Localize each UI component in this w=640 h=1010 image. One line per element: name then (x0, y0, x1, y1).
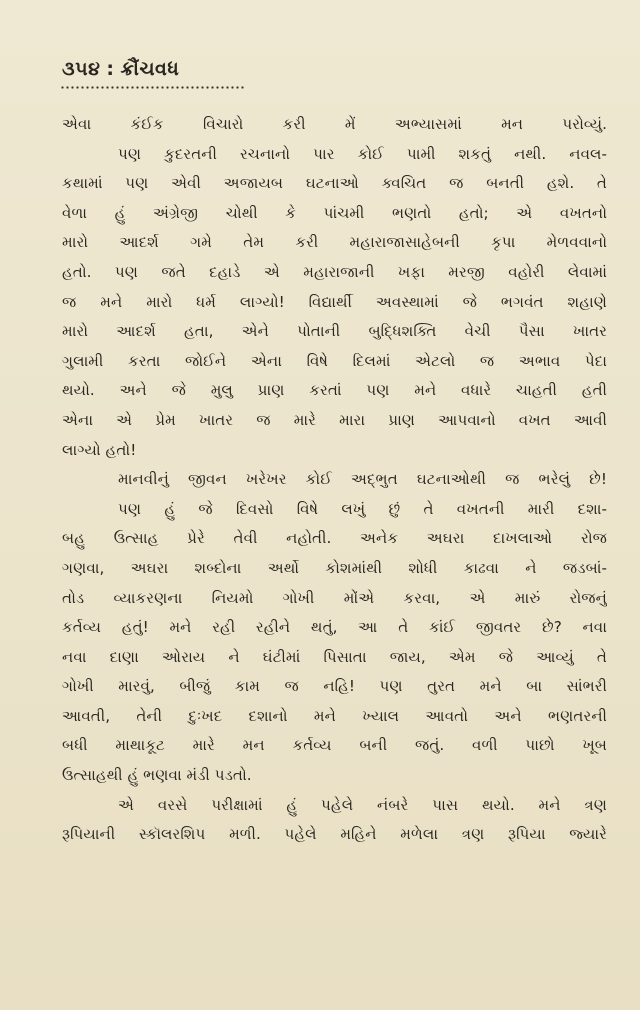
text-line: પણ હું જે દિવસો વિષે લખું છું તે વખતની મારી દશા- (118, 499, 607, 518)
page-number: ૩૫૪ (62, 58, 101, 80)
text-line: એવા કંઈક વિચારો કરી મેં અભ્યાસમાં મન પરોવ્યું. (62, 115, 607, 133)
text-line: ગણવા, અઘરા શબ્દોના અર્થો કોશમાંથી શોધી કાઢવા ને જડબાં- (62, 558, 607, 577)
text-line: માનવીનું જીવન ખરેખર કોઈ અદ્ભુત ઘટનાઓથી જ ભરેલું છે! (118, 470, 607, 489)
page-body (62, 110, 607, 850)
text-line: બધી માથાકૂટ મારે મન કર્તવ્ય બની જતું. વળી પાછો ખૂબ (62, 736, 607, 755)
text-line: વેળા હું અંગ્રેજી ચોથી કે પાંચમી ભણતો હતો; એ વખતનો (62, 203, 607, 222)
book-title: ક્રૌંચવધ (120, 58, 180, 80)
text-line: લાગ્યો હતો! (62, 440, 137, 459)
text-line: થયો. અને જે મુલુ પ્રાણ કરતાં પણ મને વધારે ચાહતી હતી (62, 381, 607, 400)
text-line: તોડ વ્યાકરણના નિયમો ગોખી મોંએ કરવા, એ મારું રોજનું (62, 588, 607, 607)
text-line: મારો આદર્શ હતા, એને પોતાની બુદ્ધિશક્તિ વેચી પૈસા ખાતર (62, 322, 607, 341)
text-line: એ વરસે પરીક્ષામાં હું પહેલે નંબરે પાસ થયો. મને ત્રણ (118, 795, 607, 814)
text-line: મારો આદર્શ ગમે તેમ કરી મહારાજાસાહેબની કૃપા મેળવવાનો (62, 233, 607, 252)
header-dotted-rule (60, 86, 244, 89)
text-line: ઉત્સાહથી હું ભણવા મંડી પડતો. (62, 766, 252, 785)
text-line: બહુ ઉત્સાહ પ્રેરે તેવી નહોતી. અનેક અઘરા દાખલાઓ રોજ (62, 529, 607, 548)
text-line: ગુલામી કરતા જોઈને એના વિષે દિલમાં એટલો જ અભાવ પેદા (62, 351, 607, 370)
text-line: એના એ પ્રેમ ખાતર જ મારે મારા પ્રાણ આપવાનો વખત આવી (62, 410, 607, 429)
header-separator: : (106, 58, 115, 80)
text-line: નવા દાણા ઓરાય ને ઘંટીમાં પિસાતા જાય, એમ જે આવ્યું તે (62, 647, 607, 666)
text-line: રૂપિયાની સ્કૉલરશિપ મળી. પહેલે મહિને મળેલા ત્રણ રૂપિયા જ્યારે (62, 825, 607, 844)
text-line: આવતી, તેની દુઃખદ દશાનો મને ખ્યાલ આવતો અને ભણતરની (62, 706, 607, 725)
text-line: જ મને મારો ધર્મ લાગ્યો! વિદ્યાર્થી અવસ્થામાં જે ભગવંત શહાણે (62, 292, 607, 311)
text-line: પણ કુદરતની રચનાનો પાર કોઈ પામી શકતું નથી. નવલ- (118, 144, 607, 163)
text-line: કથામાં પણ એવી અજાયબ ઘટનાઓ ક્વચિત જ બનતી હશે. તે (62, 174, 607, 193)
text-line: ગોખી મારવું, બીજું કામ જ નહિ! પણ તુરત મને બા સાંભરી (62, 677, 607, 696)
page-header (62, 58, 179, 80)
text-line: હતો. પણ જતે દહાડે એ મહારાજાની ખફા મરજી વહોરી લેવામાં (62, 262, 607, 281)
text-line: કર્તવ્ય હતું! મને રહી રહીને થતું, આ તે કાંઈ જીવતર છે? નવા (62, 618, 607, 637)
